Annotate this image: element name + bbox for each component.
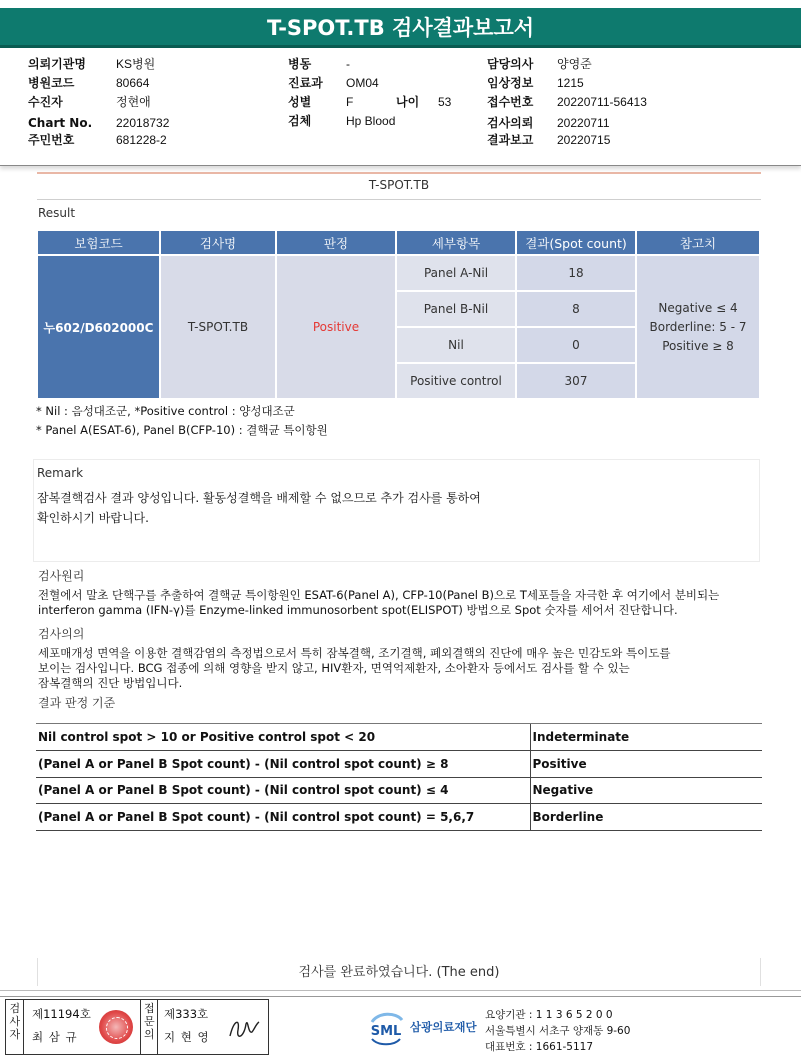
detail-item-cell: Panel A-Nil (397, 256, 515, 290)
inspector-label (6, 1000, 24, 1054)
patient-info-header (0, 48, 801, 166)
header-insurance-code: 보험코드 (38, 231, 159, 254)
age-value: 53 (438, 95, 452, 109)
spot-count-cell: 8 (517, 292, 635, 326)
spot-count-cell: 0 (517, 328, 635, 362)
principle-line: 전혈에서 말초 단핵구를 추출하여 결핵균 특이항원인 ESAT-6(Panel A), CFP-10(Panel B)으로 T세포들을 자극한 후 여기에서 분비되는 (38, 588, 720, 602)
chart-no-label: Chart No. (28, 116, 93, 130)
sml-logo-text: SML (370, 1024, 402, 1039)
reference-cell (637, 256, 759, 398)
ward-label: 병동 (288, 57, 312, 71)
ward-value: - (346, 57, 350, 71)
signature-box (5, 999, 269, 1055)
header-judgement: 판정 (277, 231, 395, 254)
sex-label: 성별 (288, 95, 312, 109)
test-name-cell: T-SPOT.TB (161, 256, 275, 398)
specimen-label: 검체 (288, 114, 312, 128)
organization-name: 삼광의료재단 (410, 1020, 477, 1034)
note-antigens: * Panel A(ESAT-6), Panel B(CFP-10) : 결핵균 특이항원 (36, 423, 328, 437)
remark-text (37, 488, 737, 528)
hospital-code-value: 80664 (116, 76, 150, 90)
spot-count-cell: 18 (517, 256, 635, 290)
significance-line: 보이는 검사입니다. BCG 접종에 의해 영향을 받지 않고, HIV환자, 면역억제환자, 소아환자 등에서도 검사를 할 수 있는 (38, 661, 630, 675)
inspector-name: 최 삼 규 (32, 1030, 78, 1044)
receipt-no-label: 접수번호 (487, 95, 534, 109)
detail-item-cell: Nil (397, 328, 515, 362)
footer-divider (0, 996, 801, 997)
hospital-name-label: 의뢰기관명 (28, 57, 86, 71)
organization-info (485, 1007, 630, 1055)
remark-box (33, 459, 760, 562)
criteria-condition: (Panel A or Panel B Spot count) - (Nil control spot count) ≤ 4 (36, 777, 530, 804)
patient-label: 수진자 (28, 95, 63, 109)
criteria-condition: Nil control spot > 10 or Positive control spot < 20 (36, 724, 530, 751)
principle-line: interferon gamma (IFN-γ)를 Enzyme-linked immunosorbent spot(ELISPOT) 방법으로 Spot 숫자를 세어서 진단합니다. (38, 603, 678, 617)
significance-line: 잠복결핵의 진단 방법입니다. (38, 676, 183, 690)
header-reference: 참고치 (637, 231, 759, 254)
detail-item-cell: Positive control (397, 364, 515, 398)
reviewer-label-char: 접문의 (144, 1002, 155, 1041)
end-text: 검사를 완료하였습니다. (The end) (37, 958, 761, 986)
report-title: T-SPOT.TB 검사결과보고서 (0, 8, 801, 48)
reviewer-label (140, 1000, 158, 1054)
request-date-value: 20220711 (557, 116, 610, 130)
inspector-license: 제11194호 (32, 1007, 91, 1021)
remark-line: 확인하시기 바랍니다. (37, 511, 149, 525)
note-controls: * Nil : 음성대조군, *Positive control : 양성대조군 (36, 404, 295, 418)
significance-text (38, 646, 763, 691)
criteria-condition: (Panel A or Panel B Spot count) - (Nil control spot count) ≥ 8 (36, 751, 530, 778)
criteria-result: Positive (530, 751, 762, 778)
criteria-table (36, 724, 762, 831)
sex-value: F (346, 95, 354, 109)
principle-text (38, 588, 766, 618)
significance-line: 세포매개성 면역을 이용한 결핵감염의 측정법으로서 특히 잠복결핵, 조기결핵, 폐외결핵의 진단에 매우 높은 민감도와 특이도를 (38, 646, 671, 660)
chart-no-value: 22018732 (116, 116, 170, 130)
header-detail-item: 세부항목 (397, 231, 515, 254)
resident-no-label: 주민번호 (28, 133, 75, 147)
doctor-value: 양영준 (557, 57, 592, 71)
organization-address: 서울특별시 서초구 양재동 9-60 (485, 1025, 631, 1037)
signature-icon (226, 1014, 262, 1044)
seal-icon (99, 1010, 133, 1044)
specimen-value: Hp Blood (346, 114, 396, 128)
department-value: OM04 (346, 76, 379, 90)
result-table (36, 229, 761, 400)
result-label: Result (38, 206, 76, 220)
section-divider (37, 172, 761, 174)
report-date-value: 20220715 (557, 133, 611, 147)
criteria-result: Negative (530, 777, 762, 804)
reference-positive: Positive ≥ 8 (662, 338, 734, 353)
organization-code: 요양기관 : 1 1 3 6 5 2 0 0 (485, 1009, 613, 1021)
footer-divider (0, 990, 801, 991)
patient-value: 정현애 (116, 95, 151, 109)
receipt-no-value: 20220711-56413 (557, 95, 647, 109)
insurance-code-cell: 누602/D602000C (38, 256, 159, 398)
resident-no-value: 681228-2 (116, 133, 167, 147)
sml-logo-icon (366, 1008, 406, 1048)
remark-title: Remark (37, 466, 84, 480)
reference-negative: Negative ≤ 4 (658, 300, 738, 315)
organization-phone: 대표번호 : 1661-5117 (485, 1041, 594, 1053)
department-label: 진료과 (288, 76, 323, 90)
criteria-title: 결과 판정 기준 (38, 696, 116, 710)
significance-title: 검사의의 (38, 627, 85, 641)
spot-count-cell: 307 (517, 364, 635, 398)
header-test-name: 검사명 (161, 231, 275, 254)
doctor-label: 담당의사 (487, 57, 534, 71)
inspector-label-char: 검사자 (9, 1002, 21, 1041)
reference-borderline: Borderline: 5 - 7 (649, 319, 747, 334)
principle-title: 검사원리 (38, 569, 85, 583)
reviewer-license: 제333호 (164, 1007, 209, 1021)
criteria-result: Borderline (530, 804, 762, 831)
section-title: T-SPOT.TB (368, 178, 430, 192)
detail-item-cell: Panel B-Nil (397, 292, 515, 326)
request-date-label: 검사의뢰 (487, 116, 534, 130)
hospital-code-label: 병원코드 (28, 76, 75, 90)
judgement-cell: Positive (277, 256, 395, 398)
reviewer-name: 지 현 영 (164, 1030, 210, 1044)
hospital-name-value: KS병원 (116, 57, 156, 71)
remark-line: 잠복결핵검사 결과 양성입니다. 활동성결핵을 배제할 수 없으므로 추가 검사를 통하여 (37, 491, 481, 505)
criteria-condition: (Panel A or Panel B Spot count) - (Nil control spot count) = 5,6,7 (36, 804, 530, 831)
age-label: 나이 (396, 95, 420, 109)
section-title-divider (37, 199, 761, 200)
clinical-info-value: 1215 (557, 76, 584, 90)
criteria-result: Indeterminate (530, 724, 762, 751)
clinical-info-label: 임상정보 (487, 76, 534, 90)
header-spot-count: 결과(Spot count) (517, 231, 635, 254)
report-date-label: 결과보고 (487, 133, 534, 147)
